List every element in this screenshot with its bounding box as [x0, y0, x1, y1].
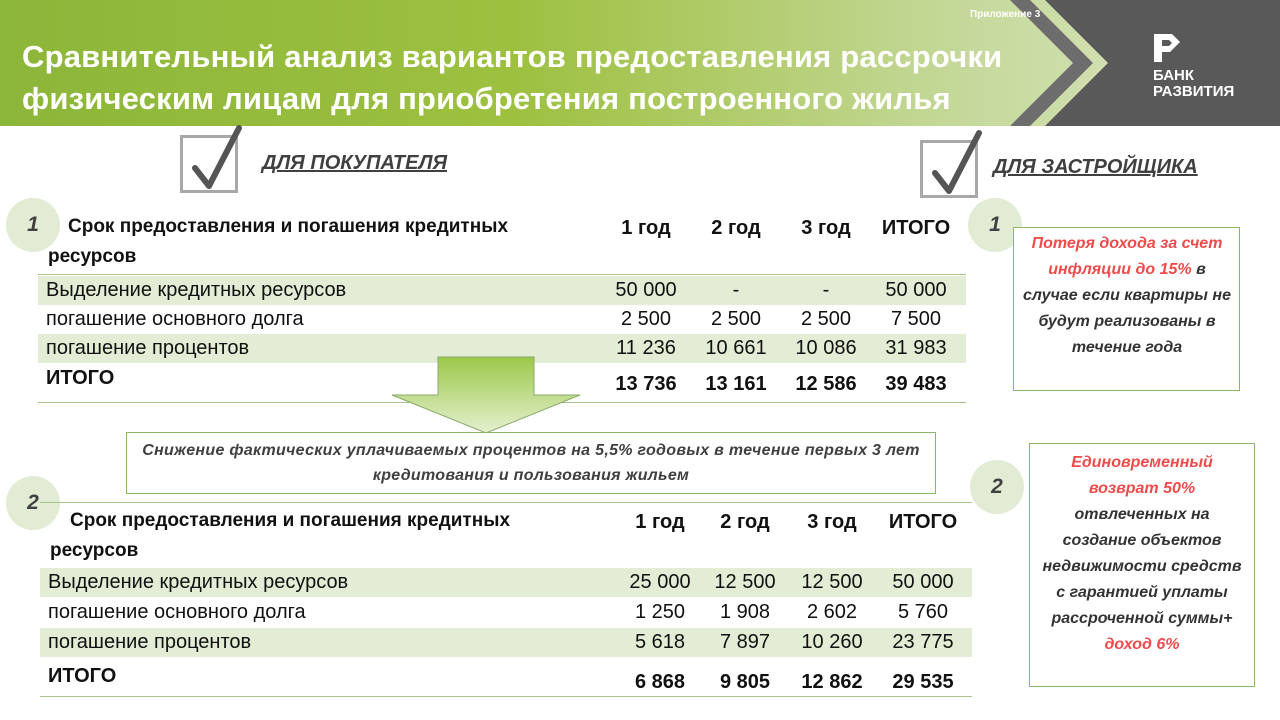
cell: 1 250 — [634, 601, 686, 623]
checkmark-icon — [923, 125, 993, 201]
cell: 12 862 — [801, 671, 863, 693]
side2-number-badge: 2 — [970, 460, 1024, 514]
table2-col-1: 1 год — [635, 511, 685, 533]
table2-header-label — [50, 506, 600, 566]
row-label: погашение основного долга — [46, 308, 304, 330]
table-row — [40, 628, 972, 657]
side1-number-badge: 1 — [968, 198, 1022, 252]
bank-logo-icon — [1152, 32, 1182, 64]
developer-checkbox — [920, 140, 978, 198]
table-row — [38, 305, 966, 334]
side2-text — [1036, 450, 1248, 658]
row-label: погашение процентов — [48, 631, 252, 653]
cell: 11 236 — [616, 337, 676, 359]
logo-line-1: БАНК — [1153, 67, 1195, 84]
table1-col-2: 2 год — [711, 217, 761, 239]
bank-logo-text — [1153, 68, 1234, 100]
logo-line-2: РАЗВИТИЯ — [1153, 83, 1235, 100]
cell: 13 736 — [615, 373, 677, 395]
cell: 7 500 — [890, 308, 942, 330]
cell: 25 000 — [629, 571, 691, 593]
table2-col-3: 3 год — [807, 511, 857, 533]
cell: 10 260 — [801, 631, 863, 653]
cell: 10 086 — [795, 337, 857, 359]
side1-text — [1022, 231, 1232, 361]
side2-red-tail: доход 6% — [1104, 636, 1180, 653]
cell: 10 661 — [705, 337, 767, 359]
table1-number-badge: 1 — [6, 198, 60, 252]
table1-divider — [38, 274, 966, 275]
cell: 5 618 — [634, 631, 686, 653]
row-label: погашение основного долга — [48, 601, 306, 623]
table2-col-2: 2 год — [720, 511, 770, 533]
table1-header-text: Срок предоставления и погашения кредитных ресурсов — [48, 216, 509, 267]
table-total-row — [40, 665, 972, 697]
developer-heading: ДЛЯ ЗАСТРОЙЩИКА — [993, 156, 1198, 178]
cell: 29 535 — [892, 671, 954, 693]
cell: - — [732, 279, 740, 301]
row-label: ИТОГО — [48, 665, 117, 687]
table2-bottom-line — [40, 696, 972, 697]
table2-top-line — [40, 502, 972, 503]
side2-red-text: Единовременный возврат 50% — [1071, 454, 1213, 497]
cell: 23 775 — [892, 631, 954, 653]
cell: 50 000 — [885, 279, 947, 301]
side1-red-text: Потеря дохода за счет инфляции до 15% — [1031, 235, 1223, 278]
table-row — [40, 598, 972, 627]
table1-header-label — [48, 212, 598, 272]
table-row — [38, 276, 966, 305]
table2-col-total: ИТОГО — [888, 511, 958, 533]
cell: 31 983 — [885, 337, 947, 359]
row-label: Выделение кредитных ресурсов — [46, 279, 347, 301]
table-row — [40, 568, 972, 597]
table2 — [40, 502, 972, 698]
cell: 12 500 — [714, 571, 776, 593]
cell: 2 500 — [620, 308, 672, 330]
cell: 2 602 — [806, 601, 858, 623]
appendix-label: Приложение 3 — [970, 9, 1041, 20]
table1-col-1: 1 год — [621, 217, 671, 239]
buyer-checkbox — [180, 135, 238, 193]
cell: 39 483 — [885, 373, 947, 395]
cell: 2 500 — [800, 308, 852, 330]
cell: 5 760 — [897, 601, 949, 623]
table1-col-3: 3 год — [801, 217, 851, 239]
cell: - — [822, 279, 830, 301]
down-arrow-icon — [390, 355, 582, 435]
page-title: Сравнительный анализ вариантов предоставления рассрочки физическим лицам для приобретения построенного жилья — [22, 39, 1003, 116]
row-label: ИТОГО — [46, 367, 115, 389]
table1-col-total: ИТОГО — [881, 217, 951, 239]
cell: 9 805 — [719, 671, 771, 693]
cell: 50 000 — [892, 571, 954, 593]
table2-header-text: Срок предоставления и погашения кредитных ресурсов — [50, 510, 511, 561]
row-label: Выделение кредитных ресурсов — [48, 571, 349, 593]
note-text: Снижение фактических уплачиваемых процентов на 5,5% годовых в течение первых 3 лет кредитования и пользования жильем — [142, 442, 920, 484]
cell: 1 908 — [719, 601, 771, 623]
cell: 2 500 — [710, 308, 762, 330]
side1-body-text: в случае если квартиры не будут реализованы в течение года — [1023, 261, 1231, 356]
cell: 6 868 — [634, 671, 686, 693]
cell: 12 500 — [801, 571, 863, 593]
row-label: погашение процентов — [46, 337, 250, 359]
cell: 7 897 — [719, 631, 771, 653]
cell: 12 586 — [795, 373, 857, 395]
cell: 13 161 — [705, 373, 767, 395]
side2-body-text: отвлеченных на создание объектов недвижимости средств с гарантией уплаты рассроченной суммы+ — [1042, 506, 1242, 627]
table2-number-badge: 2 — [6, 476, 60, 530]
checkmark-icon — [183, 120, 253, 196]
buyer-heading: ДЛЯ ПОКУПАТЕЛЯ — [262, 152, 448, 174]
cell: 50 000 — [615, 279, 677, 301]
